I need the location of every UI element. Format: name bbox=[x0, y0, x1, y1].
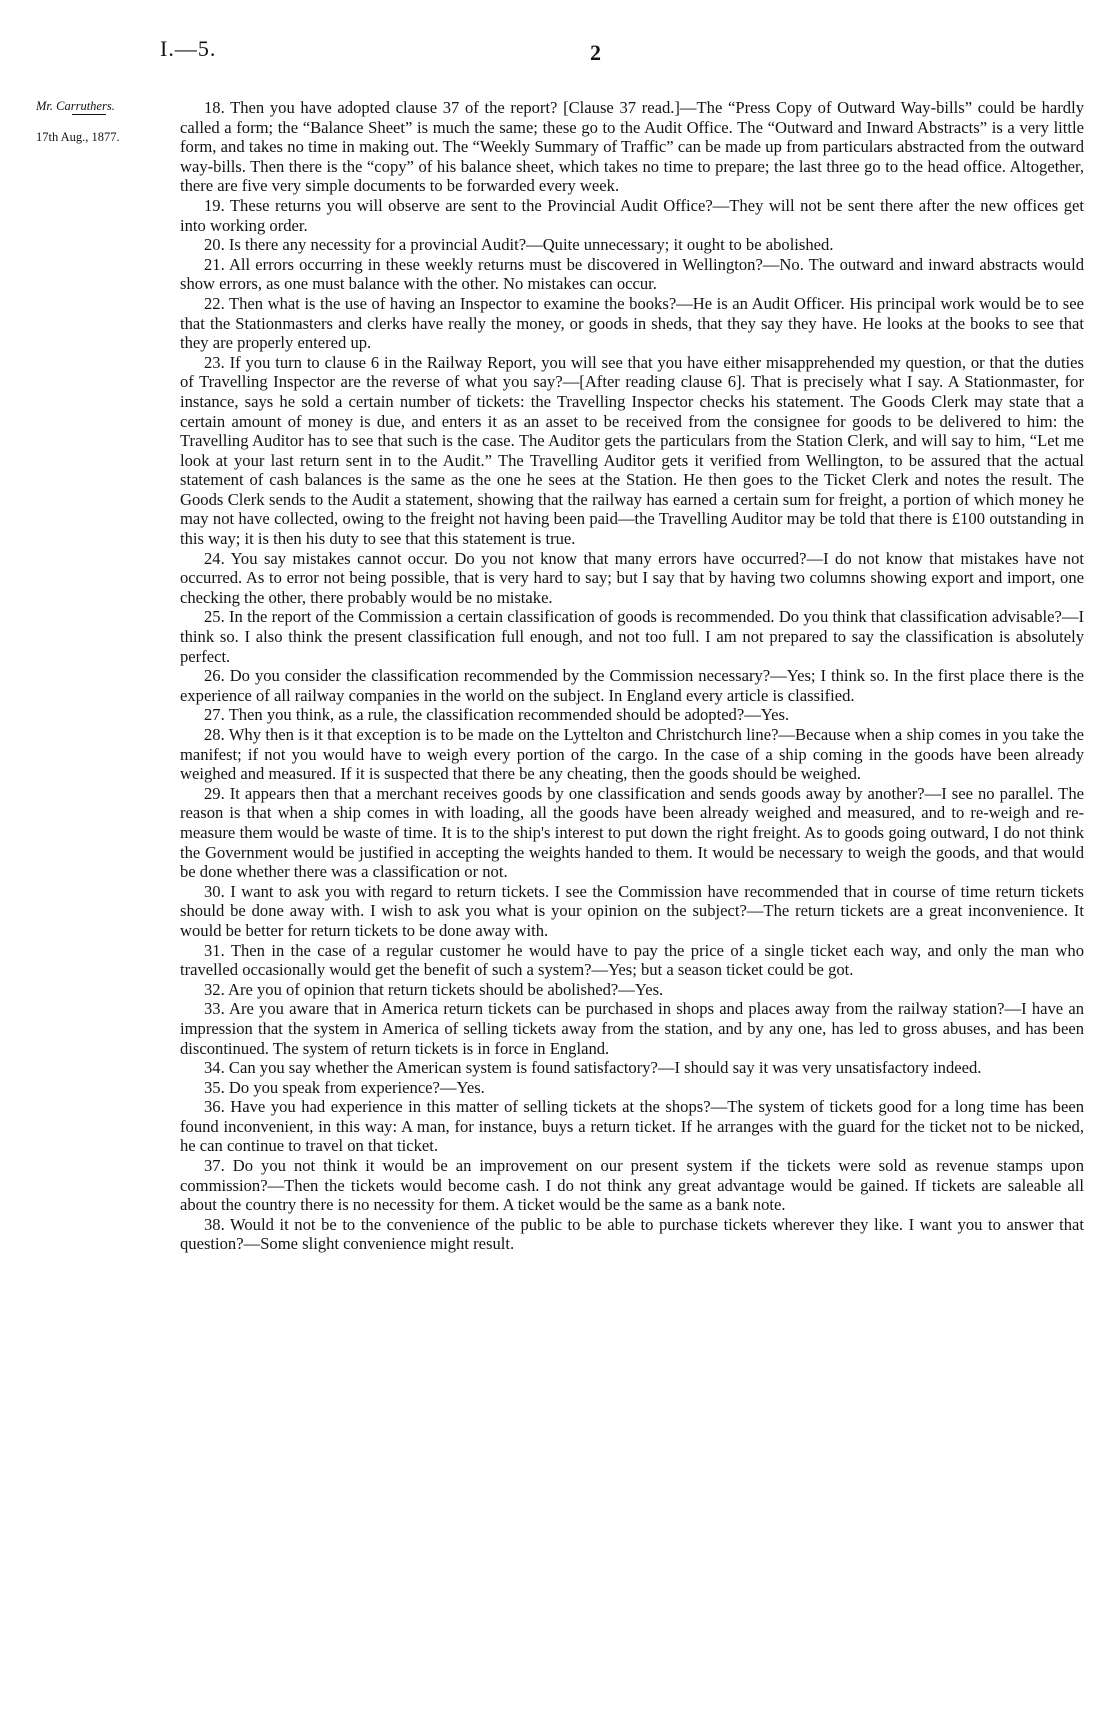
question-22: 22. Then what is the use of having an Inspector to examine the books?—He is an Audit Officer. His principal work would be to see that the Stationmasters and clerks have really the money, or goods in sheds, that they say they have. He looks at the books to see that they are properly entered up. bbox=[180, 293, 1084, 353]
question-31: 31. Then in the case of a regular customer he would have to pay the price of a single ticket each way, and only the man who travelled occasionally would get the benefit of such a system?—Yes; but a season ticket could be got. bbox=[180, 940, 1084, 980]
question-38: 38. Would it not be to the convenience of the public to be able to purchase tickets wherever they like. I want you to answer that question?—Some slight convenience might result. bbox=[180, 1214, 1084, 1254]
question-24: 24. You say mistakes cannot occur. Do you not know that many errors have occurred?—I do not know that mistakes have not occurred. As to error not being possible, that is very hard to say; but I say that by having two columns showing export and import, one checking the other, there probably would be no mistake. bbox=[180, 548, 1084, 607]
question-21: 21. All errors occurring in these weekly returns must be discovered in Wellington?—No. The outward and inward abstracts would show errors, as one must balance with the other. No mistakes can occur. bbox=[180, 254, 1084, 294]
question-20: 20. Is there any necessity for a provincial Audit?—Quite unnecessary; it ought to be abolished. bbox=[204, 235, 834, 255]
question-27: 27. Then you think, as a rule, the classification recommended should be adopted?—Yes. bbox=[204, 705, 790, 725]
question-28: 28. Why then is it that exception is to be made on the Lyttelton and Christchurch line?—Because when a ship comes in you take the manifest; if not you would have to weigh every portion of the cargo. In the case of a ship coming in the goods have been already weighed and measured. If it is suspected that there be any cheating, then the goods should be weighed. bbox=[180, 725, 1084, 784]
question-23: 23. If you turn to clause 6 in the Railway Report, you will see that you have either misapprehended my question, or that the duties of Travelling Inspector are the reverse of what you say?—[After reading clause 6]. That is precisely what I say. A Stationmaster, for instance, says he sold a certain number of tickets: the Travelling Inspector checks his statement. The Goods Clerk may state that a certain amount of money is due, and enters it as an asset to be received from the consignee for goods to be delivered to him: the Travelling Auditor has to see that such is the case. The Auditor gets the particulars from the Station Clerk, and will say to him, “Let me look at your last return sent in to the Audit.” The Travelling Auditor gets it verified from Wellington, to be assured that the actual statement of cash balances is the same as the one he sees at the Station. He then goes to the Ticket Clerk and notes the result. The Goods Clerk sends to the Audit a statement, showing that the railway has earned a certain sum for freight, a portion of which money he may not have collected, owing to the freight not having been paid—the Travelling Auditor may be told that there is £100 outstanding in this way; it is then his duty to see that this statement is true. bbox=[180, 352, 1084, 549]
margin-date: 17th Aug., 1877. bbox=[36, 130, 120, 144]
document-reference: I.—5. bbox=[160, 36, 217, 61]
question-29: 29. It appears then that a merchant receives goods by one classification and sends goods away by another?—I see no parallel. The reason is that when a ship comes in with loading, all the goods have been already weighed and measured, and to re-weigh and re-measure them would be waste of time. It is to the ship's interest to put down the right freight. As to goods going outward, I do not think the Government would be justified in accepting the weights handed to them. It would be necessary to weigh the goods, and that would be done whether there was a classification or not. bbox=[180, 783, 1084, 882]
question-34: 34. Can you say whether the American system is found satisfactory?—I should say it was very unsatisfactory indeed. bbox=[204, 1058, 982, 1078]
margin-witness-name: Mr. Carruthers. bbox=[36, 99, 115, 113]
question-35: 35. Do you speak from experience?—Yes. bbox=[204, 1077, 485, 1097]
question-26: 26. Do you consider the classification recommended by the Commission necessary?—Yes; I think so. In the first place there is the experience of all railway companies in the world on the subject. In England every article is classified. bbox=[180, 666, 1084, 705]
margin-divider bbox=[72, 114, 106, 115]
question-32: 32. Are you of opinion that return tickets should be abolished?—Yes. bbox=[204, 979, 664, 999]
question-36: 36. Have you had experience in this matter of selling tickets at the shops?—The system of tickets good for a long time has been found inconvenient, in this way: A man, for instance, buys a return ticket. If he arranges with the guard for the ticket not to be nicked, he can continue to travel on that ticket. bbox=[180, 1097, 1084, 1156]
question-30: 30. I want to ask you with regard to return tickets. I see the Commission have recommended that in course of time return tickets should be done away with. I wish to ask you what is your opinion on the subject?—The return tickets are a great inconvenience. It would be better for return tickets to be done away with. bbox=[180, 881, 1084, 940]
question-33: 33. Are you aware that in America return tickets can be purchased in shops and places away from the railway station?—I have an impression that the system in America of selling tickets away from the station, and by any one, has led to gross abuses, and has been discontinued. The system of return tickets is in force in England. bbox=[180, 999, 1084, 1058]
question-18: 18. Then you have adopted clause 37 of the report? [Clause 37 read.]—The “Press Copy of Outward Way-bills” could be hardly called a form; the “Balance Sheet” is much the same; these go to the Audit Office. The “Outward and Inward Abstracts” is a very little form, and takes no time in making out. The “Weekly Summary of Traffic” can be made up from particulars abstracted from the outward way-bills. Then there is the “copy” of his balance sheet, which takes no time to prepare; the last three go to the head office. Altogether, there are five very simple documents to be forwarded every week. bbox=[180, 98, 1084, 196]
page-number: 2 bbox=[590, 40, 601, 65]
question-37: 37. Do you not think it would be an improvement on our present system if the tickets were sold as revenue stamps upon commission?—Then the tickets would become cash. I do not think any great advantage would be gained. If tickets are saleable all about the country there is no necessity for them. A ticket would be the same as a bank note. bbox=[180, 1156, 1084, 1215]
question-25: 25. In the report of the Commission a certain classification of goods is recommended. Do you think that classification advisable?—I think so. I also think the present classification full enough, and not too full. I am not prepared to say the classification is absolutely perfect. bbox=[180, 607, 1084, 666]
evidence-body bbox=[180, 98, 1084, 1254]
question-19: 19. These returns you will observe are sent to the Provincial Audit Office?—They will not be sent there after the new offices get into working order. bbox=[180, 195, 1084, 235]
